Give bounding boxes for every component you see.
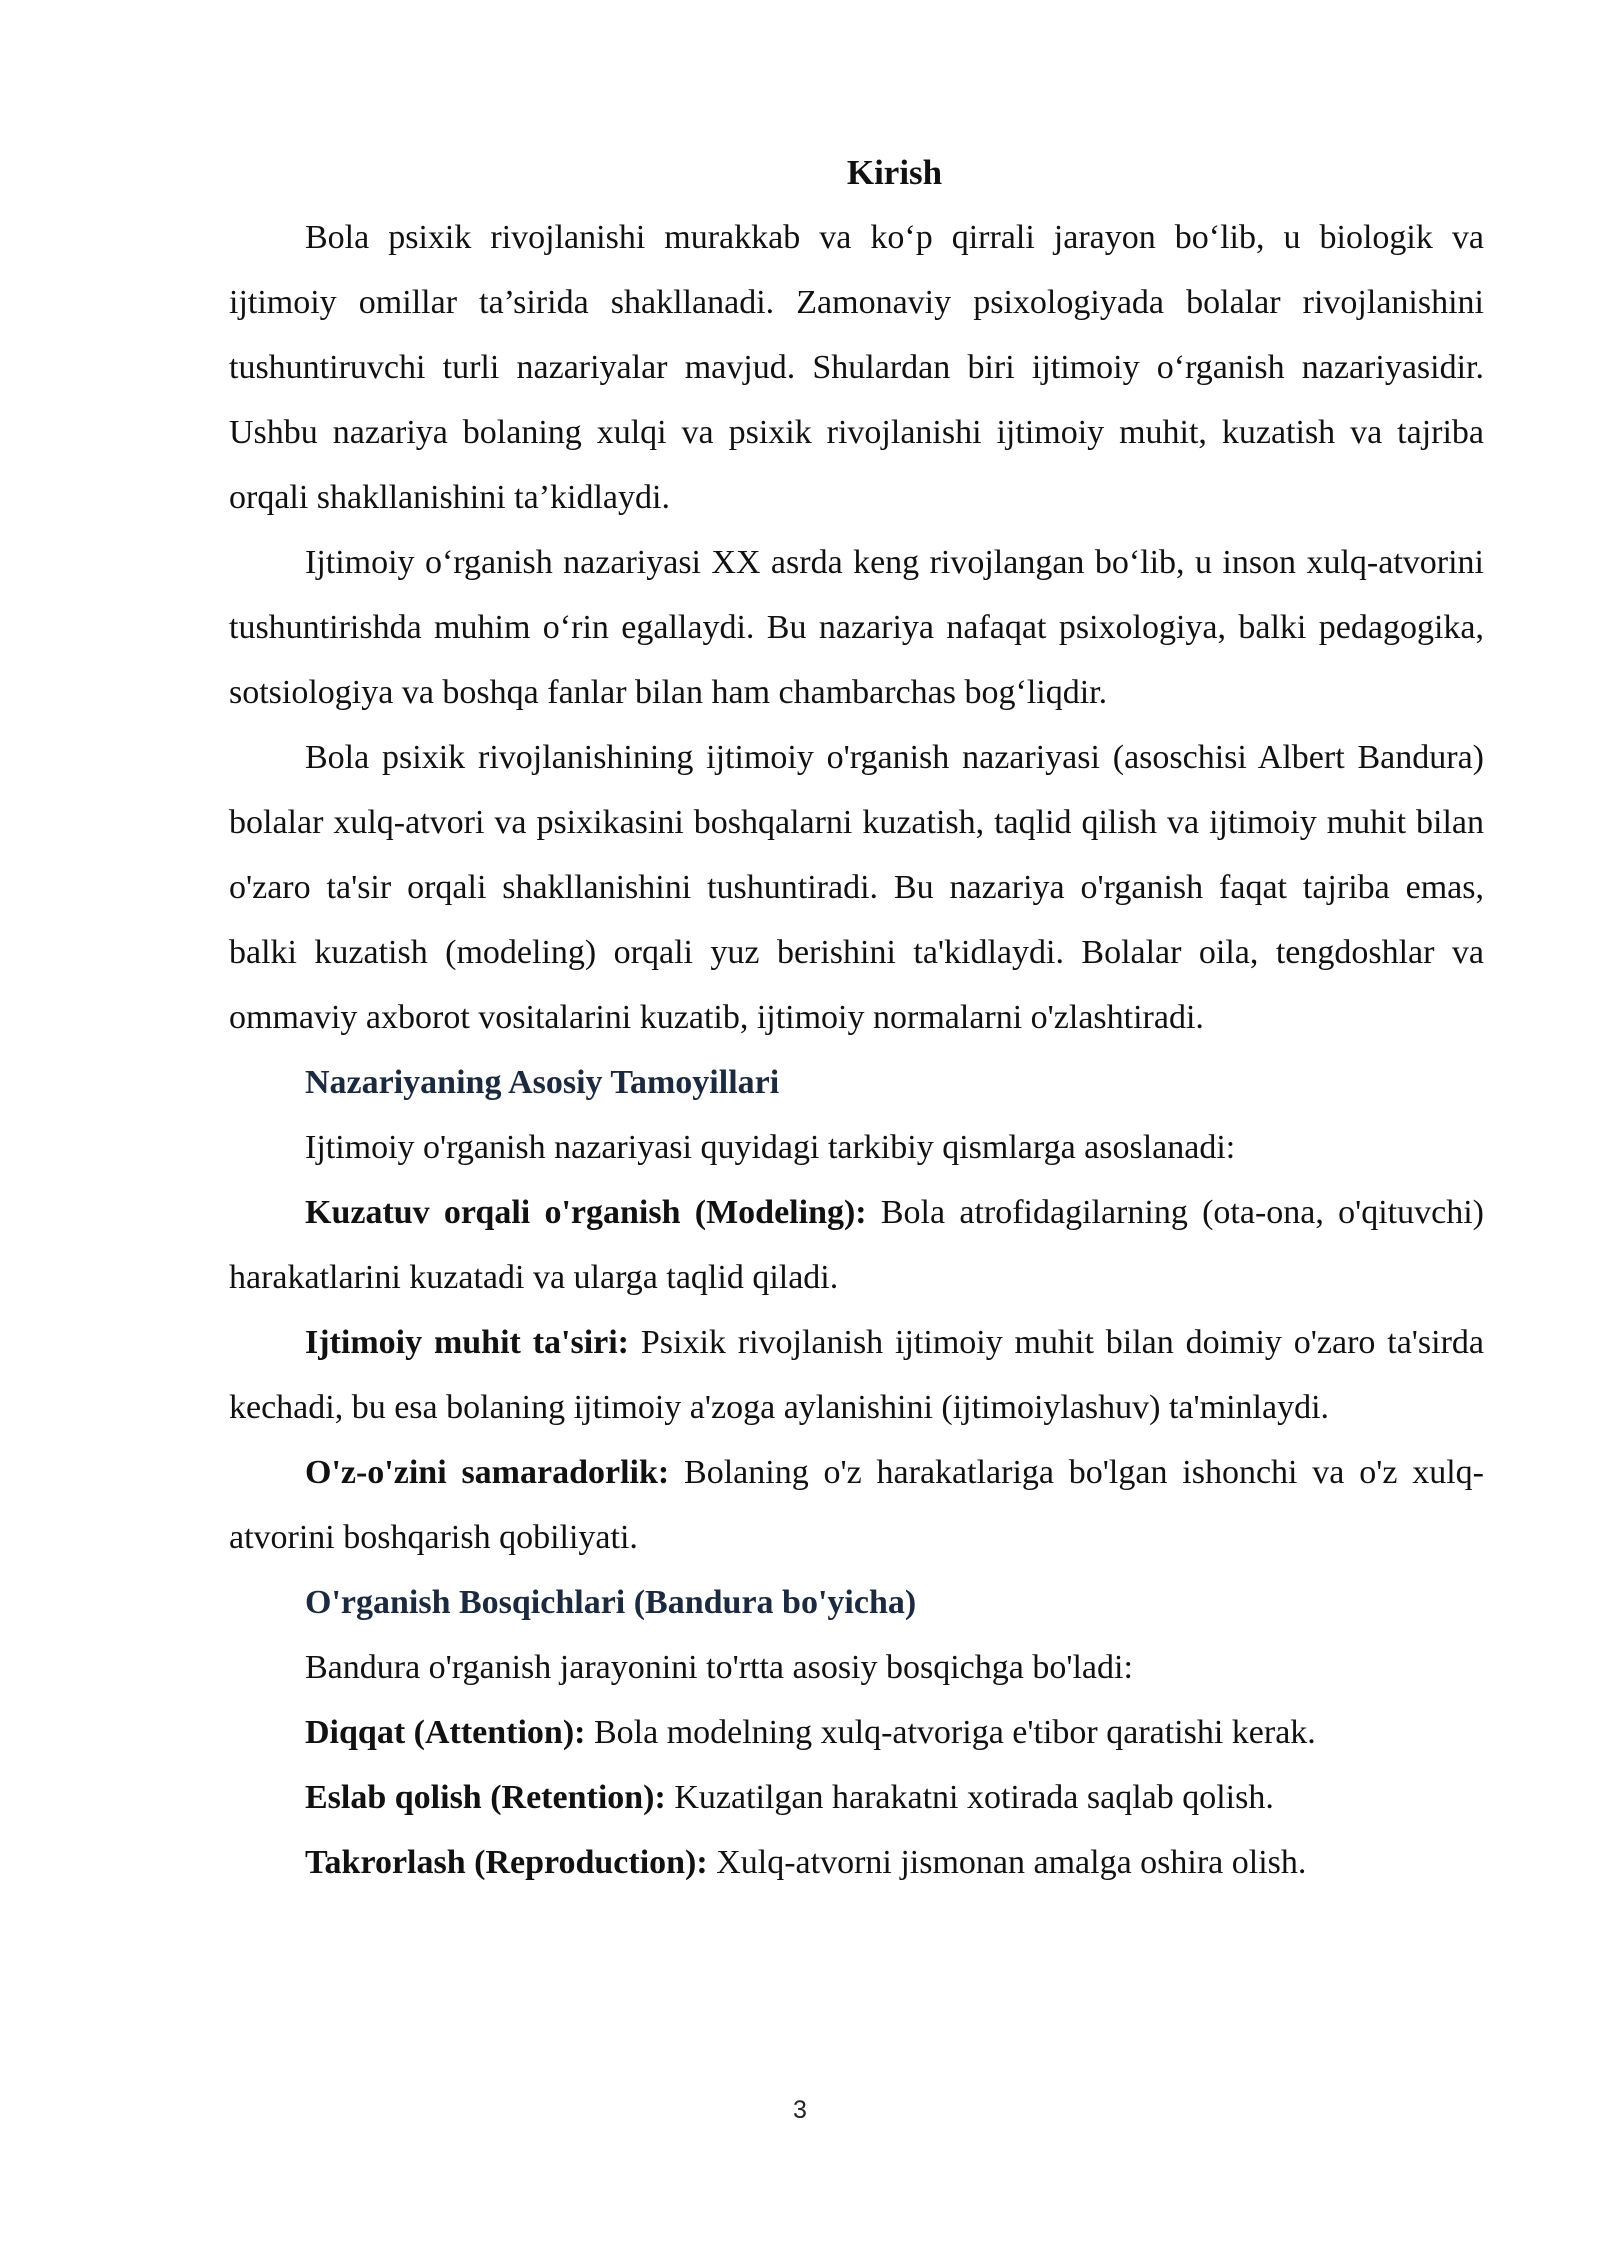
- stage-text: Kuzatilgan harakatni xotirada saqlab qolish.: [665, 1779, 1274, 1816]
- principle-text: Bolaning o'z harakatlariga bo'lgan ishonchi va o'z xulq-atvorini boshqarish qobiliyati.: [229, 1454, 1484, 1556]
- stage-term: Eslab qolish (Retention):: [305, 1779, 666, 1816]
- stage-term: Diqqat (Attention):: [305, 1714, 586, 1751]
- principle-term: O'z-o'zini samaradorlik:: [305, 1454, 670, 1491]
- section-lead-principles: Ijtimoiy o'rganish nazariyasi quyidagi tarkibiy qismlarga asoslanadi:: [305, 1129, 1236, 1166]
- stage-text: Xulq-atvorni jismonan amalga oshira olish.: [707, 1844, 1307, 1881]
- principle-item-social-environment: [229, 1310, 1484, 1440]
- document-page: [229, 140, 1484, 1895]
- principle-term: Ijtimoiy muhit ta'siri:: [305, 1324, 630, 1361]
- intro-paragraph-3: Bola psixik rivojlanishining ijtimoiy o'rganish nazariyasi (asoschisi Albert Bandura) bolalar xulq-atvori va psixikasini boshqalarni kuzatish, taqlid qilish va ijtimoiy muhit bilan o'zaro ta'sir orqali shakllanishini tushuntiradi. Bu nazariya o'rganish faqat tajriba emas, balki kuzatish (modeling) orqali yuz berishini ta'kidlaydi. Bolalar oila, tengdoshlar va ommaviy axborot vositalarini kuzatib, ijtimoiy normalarni o'zlashtiradi.: [229, 739, 1484, 1036]
- principle-item-self-efficacy: [229, 1440, 1484, 1570]
- stage-item-attention: [229, 1700, 1484, 1765]
- stage-term: Takrorlash (Reproduction):: [305, 1844, 708, 1881]
- intro-paragraph-1: Bola psixik rivojlanishi murakkab va ko‘p qirrali jarayon bo‘lib, u biologik va ijtimoiy omillar ta’sirida shakllanadi. Zamonaviy psixologiyada bolalar rivojlanishini tushuntiruvchi turli nazariyalar mavjud. Shulardan biri ijtimoiy o‘rganish nazariyasidir. Ushbu nazariya bolaning xulqi va psixik rivojlanishi ijtimoiy muhit, kuzatish va tajriba orqali shakllanishini ta’kidlaydi.: [229, 219, 1484, 516]
- stage-text: Bola modelning xulq-atvoriga e'tibor qaratishi kerak.: [585, 1714, 1316, 1751]
- section-heading-stages: O'rganish Bosqichlari (Bandura bo'yicha): [305, 1584, 917, 1621]
- principle-text: Bola atrofidagilarning (ota-ona, o'qituvchi) harakatlarini kuzatadi va ularga taqlid qiladi.: [229, 1194, 1484, 1296]
- principle-term: Kuzatuv orqali o'rganish (Modeling):: [305, 1194, 867, 1231]
- stage-item-reproduction: [229, 1830, 1484, 1895]
- principle-item-modeling: [229, 1180, 1484, 1310]
- principle-text: Psixik rivojlanish ijtimoiy muhit bilan doimiy o'zaro ta'sirda kechadi, bu esa bolaning ijtimoiy a'zoga aylanishini (ijtimoiylashuv) ta'minlaydi.: [229, 1324, 1485, 1426]
- section-lead-stages: Bandura o'rganish jarayonini to'rtta asosiy bosqichga bo'ladi:: [305, 1649, 1133, 1686]
- section-heading-principles: Nazariyaning Asosiy Tamoyillari: [305, 1064, 780, 1101]
- intro-paragraph-2: Ijtimoiy o‘rganish nazariyasi XX asrda keng rivojlangan bo‘lib, u inson xulq-atvorini tushuntirishda muhim o‘rin egallaydi. Bu nazariya nafaqat psixologiya, balki pedagogika, sotsiologiya va boshqa fanlar bilan ham chambarchas bog‘liqdir.: [229, 544, 1484, 711]
- page-title: Kirish: [846, 153, 943, 192]
- stage-item-retention: [229, 1765, 1484, 1830]
- page-number: 3: [793, 2096, 807, 2124]
